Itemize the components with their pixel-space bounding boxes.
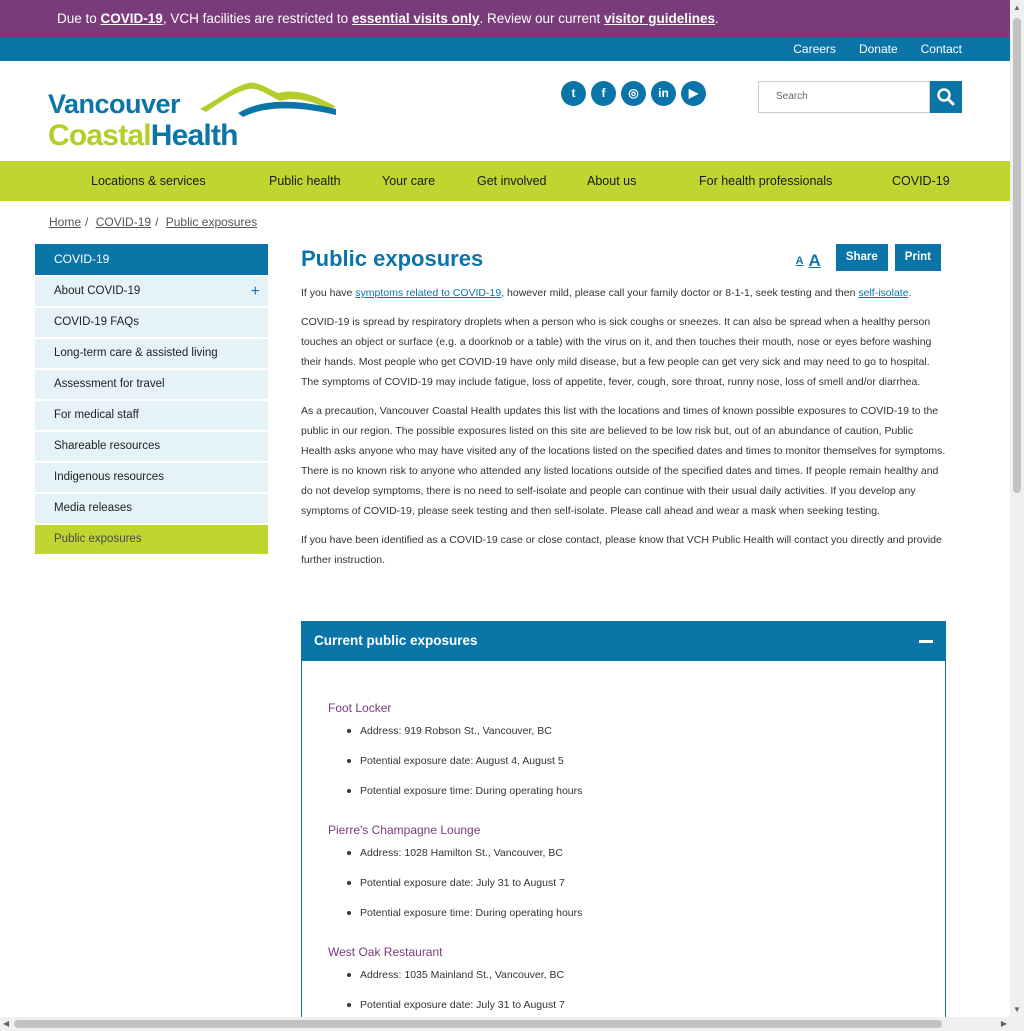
youtube-icon[interactable]: ▶ bbox=[681, 81, 706, 106]
list-item: Potential exposure time: During operating hours bbox=[328, 783, 945, 813]
place-name: West Oak Restaurant bbox=[328, 945, 443, 959]
alert-text-pre: Due to bbox=[57, 11, 101, 26]
breadcrumb-covid[interactable]: COVID-19 bbox=[95, 215, 152, 229]
breadcrumb-public-exposures[interactable]: Public exposures bbox=[165, 215, 258, 229]
breadcrumb: Home / COVID-19 / Public exposures bbox=[49, 215, 258, 229]
list-item: Address: 919 Robson St., Vancouver, BC bbox=[328, 723, 945, 753]
alert-text-mid2: . Review our current bbox=[479, 11, 604, 26]
intro-paragraph: If you have symptoms related to COVID-19, however mild, please call your family doctor or 8-1-1, seek testing and then self-isolate. bbox=[301, 287, 912, 299]
print-button[interactable]: Print bbox=[895, 244, 941, 271]
self-isolate-link[interactable]: self-isolate bbox=[858, 287, 909, 299]
collapse-minus-icon[interactable] bbox=[919, 640, 933, 643]
mountain-logo-icon bbox=[198, 79, 338, 119]
accordion-body bbox=[302, 661, 945, 1027]
scroll-up-icon[interactable]: ▲ bbox=[1013, 3, 1021, 12]
place-name: Pierre's Champagne Lounge bbox=[328, 823, 481, 837]
alert-essential-link[interactable]: essential visits only bbox=[351, 11, 480, 26]
breadcrumb-home[interactable]: Home bbox=[49, 215, 82, 229]
contact-paragraph: If you have been identified as a COVID-19 case or close contact, please know that VCH Public Health will contact you directly and provide further instruction. bbox=[301, 534, 942, 566]
list-item: Potential exposure date: August 4, August 5 bbox=[328, 753, 945, 783]
sidebar-item-about[interactable]: About COVID-19 + bbox=[35, 277, 268, 306]
sidebar-item-faqs[interactable]: COVID-19 FAQs bbox=[35, 308, 268, 337]
search-icon bbox=[930, 81, 962, 113]
alert-banner bbox=[0, 0, 1010, 38]
nav-about-us[interactable]: About us bbox=[587, 174, 637, 188]
page-tools bbox=[796, 244, 941, 271]
instagram-icon[interactable]: ◎ bbox=[621, 81, 646, 106]
accordion-title: Current public exposures bbox=[314, 633, 478, 648]
nav-public-health[interactable]: Public health bbox=[269, 174, 341, 188]
page-title: Public exposures bbox=[301, 246, 484, 271]
list-item: Potential exposure time: During operating hours bbox=[328, 905, 945, 935]
careers-link[interactable]: Careers bbox=[793, 42, 836, 56]
sidebar-item-long-term-care[interactable]: Long-term care & assisted living bbox=[35, 339, 268, 368]
scroll-right-icon[interactable]: ▶ bbox=[1000, 1019, 1007, 1028]
linkedin-icon[interactable]: in bbox=[651, 81, 676, 106]
contact-link[interactable]: Contact bbox=[920, 42, 962, 56]
alert-text-mid: , VCH facilities are restricted to bbox=[162, 11, 352, 26]
utility-bar bbox=[0, 38, 1010, 61]
exposures-accordion bbox=[301, 621, 946, 1031]
sidebar-item-shareable[interactable]: Shareable resources bbox=[35, 432, 268, 461]
nav-get-involved[interactable]: Get involved bbox=[477, 174, 547, 188]
sidebar-item-public-exposures[interactable]: Public exposures bbox=[35, 525, 268, 554]
logo-line-2: CoastalHealth bbox=[48, 119, 238, 152]
vertical-scroll-thumb[interactable] bbox=[1013, 18, 1021, 493]
spread-paragraph: COVID-19 is spread by respiratory droplets when a person who is sick coughs or sneezes. It can also be spread when a healthy person touches an object or surface (e.g. a doorknob or a table) with the virus on it, and then touches their mouth, nose or eyes before washing their hands. Most people who get COVID-19 have only mild disease, but a few people can get very sick and may need to go to hospital. The symptoms of COVID-19 may include fatigue, loss of appetite, fever, cough, sore throat, runny nose, loss of smell and/or diarrhea. bbox=[301, 316, 932, 388]
vch-logo[interactable] bbox=[48, 79, 293, 152]
share-button[interactable]: Share bbox=[836, 244, 888, 271]
horizontal-scroll-thumb[interactable] bbox=[14, 1020, 942, 1028]
list-item: Address: 1035 Mainland St., Vancouver, BC bbox=[328, 967, 945, 997]
font-increase-button[interactable]: A bbox=[808, 251, 821, 270]
horizontal-scrollbar[interactable] bbox=[0, 1017, 1024, 1031]
twitter-icon[interactable]: t bbox=[561, 81, 586, 106]
sidebar-item-media[interactable]: Media releases bbox=[35, 494, 268, 523]
sidebar-item-medical-staff[interactable]: For medical staff bbox=[35, 401, 268, 430]
social-links bbox=[561, 81, 706, 106]
search-input[interactable]: Search bbox=[758, 81, 930, 113]
list-item: Potential exposure date: July 31 to August 7 bbox=[328, 875, 945, 905]
sidebar-item-indigenous[interactable]: Indigenous resources bbox=[35, 463, 268, 492]
scroll-down-icon[interactable]: ▼ bbox=[1013, 1005, 1021, 1014]
place-details bbox=[328, 845, 945, 935]
sidebar-heading[interactable]: COVID-19 bbox=[35, 244, 268, 275]
facebook-icon[interactable]: f bbox=[591, 81, 616, 106]
alert-covid-link[interactable]: COVID-19 bbox=[100, 11, 163, 26]
place-name: Foot Locker bbox=[328, 701, 392, 715]
alert-guidelines-link[interactable]: visitor guidelines bbox=[603, 11, 716, 26]
precaution-paragraph: As a precaution, Vancouver Coastal Health updates this list with the locations and times of known possible exposures to COVID-19 to the public in our region. The possible exposures listed on this site are believed to be low risk but, out of an abundance of caution, Public Health asks anyone who may have visited any of the locations listed on the specified dates and times to monitor themselves for symptoms. There is no known risk to anyone who attended any listed locations outside of the specified dates and times. If people remain healthy and do not develop symptoms, there is no need to self-isolate and people can continue with their usual daily activities. If you develop any symptoms of COVID-19, please seek testing and then self-isolate. Please call ahead and wear a mask when seeking testing. bbox=[301, 405, 946, 517]
main-nav bbox=[0, 161, 1010, 201]
sidebar-item-travel[interactable]: Assessment for travel bbox=[35, 370, 268, 399]
sidebar-nav bbox=[35, 244, 268, 556]
site-header bbox=[0, 61, 1010, 161]
symptoms-link[interactable]: symptoms related to COVID-19 bbox=[355, 287, 502, 299]
logo-line-1: Vancouver bbox=[48, 89, 181, 119]
nav-your-care[interactable]: Your care bbox=[382, 174, 436, 188]
list-item: Address: 1028 Hamilton St., Vancouver, BC bbox=[328, 845, 945, 875]
main-content bbox=[301, 244, 946, 1011]
vertical-scrollbar[interactable] bbox=[1010, 0, 1024, 1017]
list-item: Potential exposure date: July 31 to August 7 bbox=[328, 997, 945, 1027]
scroll-left-icon[interactable]: ◀ bbox=[3, 1019, 10, 1028]
accordion-header[interactable] bbox=[302, 621, 945, 661]
font-decrease-button[interactable]: A bbox=[795, 255, 804, 267]
nav-covid[interactable]: COVID-19 bbox=[892, 174, 950, 188]
expand-plus-icon[interactable]: + bbox=[250, 283, 260, 300]
place-details bbox=[328, 723, 945, 813]
donate-link[interactable]: Donate bbox=[858, 42, 898, 56]
alert-text-end: . bbox=[715, 11, 719, 26]
search-button[interactable] bbox=[930, 81, 962, 113]
nav-locations[interactable]: Locations & services bbox=[91, 174, 206, 188]
search-box bbox=[758, 81, 962, 113]
nav-health-professionals[interactable]: For health professionals bbox=[699, 174, 833, 188]
